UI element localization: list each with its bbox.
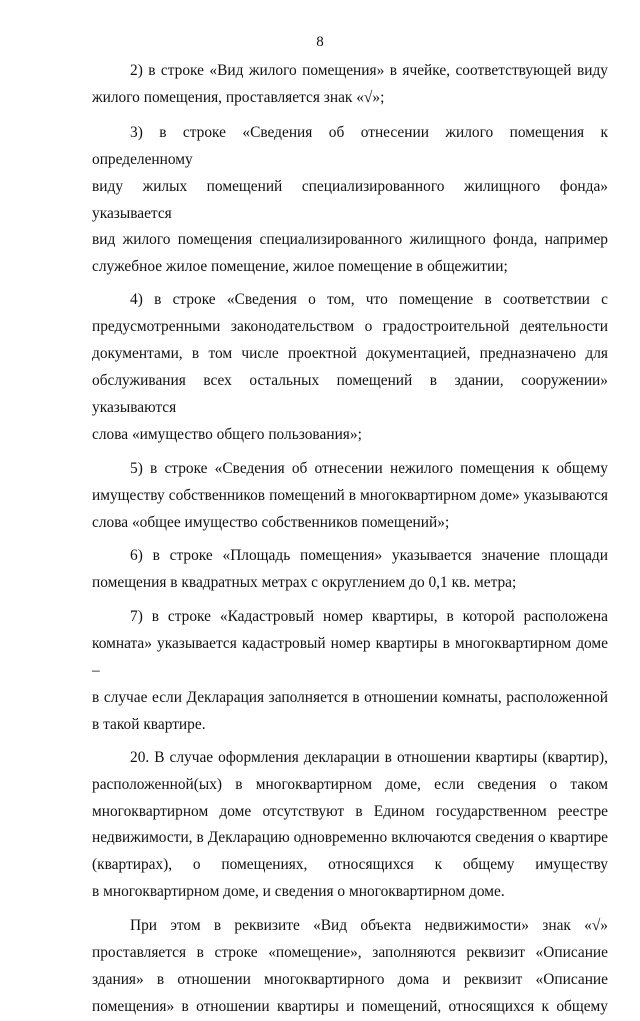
page-number: 8: [316, 34, 324, 50]
paragraph-item-5: [92, 456, 608, 537]
paragraph-item-20-cont: [92, 913, 608, 1021]
text-line: жилого помещения, проставляется знак «√»;: [92, 88, 385, 106]
paragraph-item-6: [92, 543, 608, 597]
text-line: расположенной(ых) в многоквартирном доме, если сведения о таком: [92, 775, 608, 793]
text-line: служебное жилое помещение, жилое помещение в общежитии;: [92, 258, 508, 276]
text-line: многоквартирном доме отсутствуют в Едином государственном реестре: [92, 802, 608, 820]
text-line: 7) в строке «Кадастровый номер квартиры, в которой расположена: [130, 608, 608, 626]
text-line: имуществу собственников помещений в многоквартирном доме» указываются: [92, 486, 608, 504]
text-line: документами, в том числе проектной документацией, предназначено для: [92, 345, 608, 363]
text-line: в такой квартире.: [92, 715, 206, 733]
text-line: 4) в строке «Сведения о том, что помещение в соответствии с: [130, 291, 608, 309]
text-line: слова «общее имущество собственников помещений»;: [92, 513, 450, 531]
text-line: 6) в строке «Площадь помещения» указывается значение площади: [130, 547, 608, 565]
document-body: [92, 58, 608, 1021]
text-line: слова «имущество общего пользования»;: [92, 425, 362, 443]
paragraph-item-4: [92, 287, 608, 448]
text-line: предусмотренными законодательством о градостроительной деятельности: [92, 318, 608, 336]
text-line: помещения» в отношении квартиры и помещений, относящихся к общему: [92, 997, 608, 1015]
text-line: При этом в реквизите «Вид объекта недвижимости» знак «√»: [130, 917, 608, 935]
text-line: в случае если Декларация заполняется в отношении комнаты, расположенной: [92, 688, 608, 706]
text-line: в многоквартирном доме, и сведения о многоквартирном доме.: [92, 883, 505, 901]
paragraph-item-3: [92, 120, 608, 281]
text-line: (квартирах), о помещениях, относящихся к общему имуществу: [92, 856, 608, 874]
text-line: виду жилых помещений специализированного жилищного фонда» указывается: [92, 177, 608, 222]
text-line: помещения в квадратных метрах с округлением до 0,1 кв. метра;: [92, 574, 517, 592]
paragraph-item-2: [92, 58, 608, 112]
text-line: комната» указывается кадастровый номер квартиры в многоквартирном доме –: [92, 635, 608, 680]
text-line: недвижимости, в Декларацию одновременно включаются сведения о квартире: [92, 829, 608, 847]
text-line: здания» в отношении многоквартирного дома и реквизит «Описание: [92, 971, 608, 988]
text-line: 3) в строке «Сведения об отнесении жилого помещения к определенному: [92, 123, 608, 168]
text-line: обслуживания всех остальных помещений в здании, сооружении» указываются: [92, 371, 608, 416]
paragraph-item-20: [92, 745, 608, 906]
text-line: проставляется в строке «помещение», заполняются реквизит «Описание: [92, 944, 608, 962]
text-line: 2) в строке «Вид жилого помещения» в ячейке, соответствующей виду: [130, 62, 608, 79]
text-line: 5) в строке «Сведения об отнесении нежилого помещения к общему: [130, 459, 608, 477]
text-line: вид жилого помещения специализированного жилищного фонда, например: [92, 231, 608, 249]
paragraph-item-7: [92, 604, 608, 739]
text-line: 20. В случае оформления декларации в отношении квартиры (квартир),: [130, 748, 608, 766]
